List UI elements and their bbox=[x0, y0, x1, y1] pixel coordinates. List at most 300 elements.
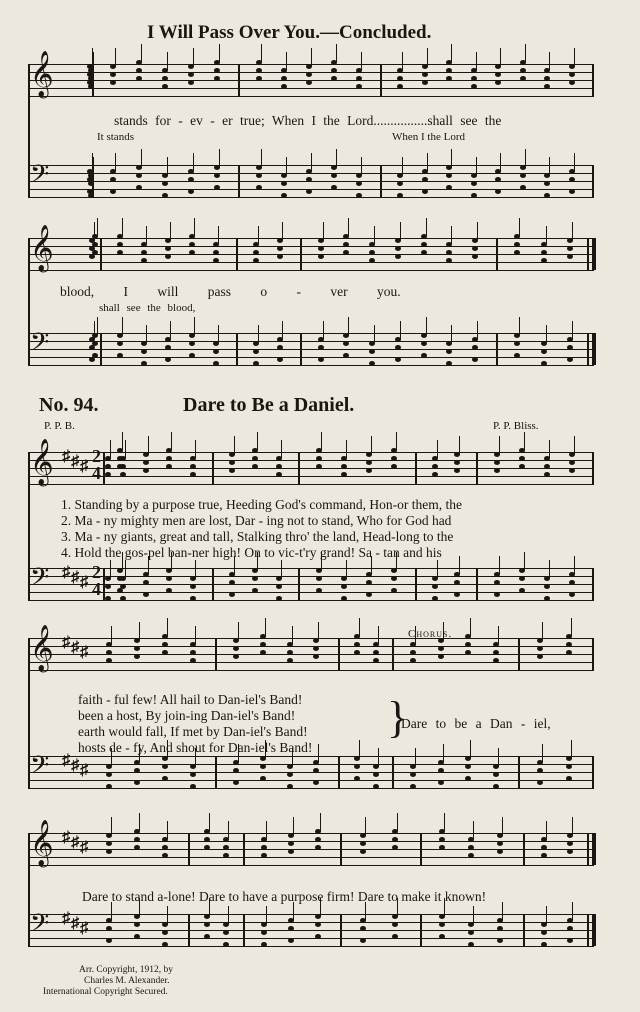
note-head bbox=[392, 845, 398, 850]
note-stem bbox=[371, 436, 372, 454]
note-stem bbox=[549, 157, 550, 175]
note-head bbox=[276, 584, 282, 589]
note-head bbox=[106, 849, 112, 854]
staff-line bbox=[28, 568, 594, 569]
verse-line-1: 1. Standing by a purpose true, Heeding God's command, Hon-or them, the bbox=[61, 497, 462, 512]
note-head bbox=[229, 460, 235, 465]
note-head bbox=[395, 246, 401, 251]
bar-line bbox=[215, 638, 217, 670]
verse-line-3: 3. Ma - ny giants, great and tall, Stalking thro' the land, Head-long to the bbox=[61, 529, 454, 544]
note-stem bbox=[323, 321, 324, 339]
note-head bbox=[537, 646, 543, 651]
note-head bbox=[331, 173, 337, 178]
note-stem bbox=[574, 153, 575, 171]
note-stem bbox=[378, 626, 379, 644]
note-stem bbox=[549, 52, 550, 70]
bar-line bbox=[243, 833, 245, 865]
note-stem bbox=[257, 432, 258, 450]
note-head bbox=[188, 189, 194, 194]
staff-line bbox=[28, 662, 594, 663]
note-head bbox=[256, 76, 262, 81]
note-stem bbox=[122, 218, 123, 236]
note-head bbox=[494, 580, 500, 585]
note-stem bbox=[336, 149, 337, 167]
note-head bbox=[190, 584, 196, 589]
note-stem bbox=[318, 744, 319, 762]
note-head bbox=[117, 341, 123, 346]
note-stem bbox=[195, 440, 196, 458]
note-stem bbox=[426, 317, 427, 335]
note-head bbox=[190, 784, 196, 789]
lyrics-system-1: stands for - ev - er true; When I the Lord................shall see the bbox=[114, 113, 502, 128]
note-head bbox=[105, 464, 111, 469]
note-head bbox=[110, 80, 116, 85]
note-head bbox=[395, 345, 401, 350]
note-head bbox=[446, 349, 452, 354]
hymn-number: No. 94. bbox=[39, 394, 99, 416]
sharp-sign: ♯ bbox=[62, 829, 70, 846]
note-head bbox=[366, 592, 372, 597]
note-head bbox=[439, 934, 445, 939]
note-head bbox=[287, 784, 293, 789]
note-head bbox=[421, 341, 427, 346]
note-stem bbox=[396, 432, 397, 450]
note-stem bbox=[281, 440, 282, 458]
note-stem bbox=[549, 560, 550, 578]
note-head bbox=[188, 177, 194, 182]
note-head bbox=[471, 181, 477, 186]
note-stem bbox=[219, 44, 220, 62]
note-head bbox=[162, 930, 168, 935]
note-stem bbox=[93, 52, 94, 70]
note-head bbox=[541, 853, 547, 858]
note-head bbox=[519, 464, 525, 469]
bar-line bbox=[212, 452, 214, 484]
note-stem bbox=[282, 222, 283, 240]
note-stem bbox=[546, 325, 547, 343]
staff-line bbox=[28, 452, 594, 453]
note-head bbox=[360, 938, 366, 943]
note-head bbox=[316, 588, 322, 593]
note-stem bbox=[258, 325, 259, 343]
note-stem bbox=[110, 560, 111, 578]
bar-line bbox=[392, 638, 394, 670]
note-stem bbox=[167, 157, 168, 175]
note-stem bbox=[571, 740, 572, 758]
note-head bbox=[373, 650, 379, 655]
note-head bbox=[343, 341, 349, 346]
bar-line bbox=[592, 568, 594, 600]
note-head bbox=[395, 254, 401, 259]
note-head bbox=[92, 353, 98, 358]
note-head bbox=[190, 472, 196, 477]
bass-clef: 𝄢 bbox=[30, 161, 50, 194]
final-bar-line bbox=[587, 238, 589, 270]
note-stem bbox=[499, 556, 500, 574]
staff-line bbox=[28, 914, 594, 915]
note-stem bbox=[519, 218, 520, 236]
note-stem bbox=[311, 48, 312, 66]
note-head bbox=[438, 780, 444, 785]
note-head bbox=[233, 646, 239, 651]
note-head bbox=[306, 80, 312, 85]
note-stem bbox=[141, 149, 142, 167]
note-head bbox=[252, 576, 258, 581]
note-head bbox=[520, 173, 526, 178]
note-head bbox=[519, 588, 525, 593]
note-stem bbox=[437, 440, 438, 458]
note-head bbox=[569, 460, 575, 465]
note-head bbox=[162, 650, 168, 655]
note-head bbox=[472, 246, 478, 251]
note-stem bbox=[336, 44, 337, 62]
system-brace bbox=[28, 452, 30, 600]
note-head bbox=[288, 938, 294, 943]
note-head bbox=[341, 596, 347, 601]
note-stem bbox=[170, 321, 171, 339]
note-stem bbox=[148, 436, 149, 454]
note-head bbox=[421, 242, 427, 247]
note-stem bbox=[258, 226, 259, 244]
note-stem bbox=[286, 157, 287, 175]
note-head bbox=[360, 849, 366, 854]
staff-line bbox=[28, 930, 594, 931]
note-stem bbox=[502, 817, 503, 835]
note-head bbox=[567, 254, 573, 259]
note-head bbox=[313, 780, 319, 785]
staff-line bbox=[28, 772, 594, 773]
note-head bbox=[277, 254, 283, 259]
note-head bbox=[454, 468, 460, 473]
bar-line bbox=[238, 64, 240, 96]
note-head bbox=[497, 841, 503, 846]
note-stem bbox=[400, 222, 401, 240]
note-head bbox=[276, 596, 282, 601]
note-head bbox=[87, 189, 93, 194]
note-head bbox=[134, 922, 140, 927]
final-bar-line bbox=[587, 914, 589, 946]
note-head bbox=[354, 642, 360, 647]
note-head bbox=[446, 173, 452, 178]
note-stem bbox=[228, 906, 229, 924]
note-head bbox=[204, 845, 210, 850]
verse-brace: } bbox=[387, 693, 409, 742]
note-head bbox=[410, 772, 416, 777]
note-head bbox=[190, 650, 196, 655]
staff-line bbox=[28, 468, 594, 469]
note-head bbox=[260, 776, 266, 781]
bar-line bbox=[592, 756, 594, 788]
note-head bbox=[214, 68, 220, 73]
bar-line bbox=[243, 914, 245, 946]
copyright-line-1: Arr. Copyright, 1912, by bbox=[79, 965, 173, 975]
note-head bbox=[287, 658, 293, 663]
note-head bbox=[120, 584, 126, 589]
note-stem bbox=[321, 432, 322, 450]
note-stem bbox=[571, 618, 572, 636]
note-stem bbox=[238, 622, 239, 640]
note-stem bbox=[193, 48, 194, 66]
note-head bbox=[392, 934, 398, 939]
note-head bbox=[422, 189, 428, 194]
note-head bbox=[233, 768, 239, 773]
note-head bbox=[110, 72, 116, 77]
note-head bbox=[438, 654, 444, 659]
note-head bbox=[432, 584, 438, 589]
note-head bbox=[438, 646, 444, 651]
note-stem bbox=[320, 813, 321, 831]
note-head bbox=[439, 922, 445, 927]
bar-line bbox=[188, 914, 190, 946]
note-stem bbox=[361, 52, 362, 70]
note-head bbox=[162, 776, 168, 781]
chorus-label: Chorus. bbox=[408, 628, 453, 640]
note-head bbox=[544, 472, 550, 477]
note-head bbox=[472, 345, 478, 350]
note-stem bbox=[502, 902, 503, 920]
sharp-sign: ♯ bbox=[71, 915, 79, 932]
staff-line bbox=[28, 780, 594, 781]
bar-line bbox=[592, 64, 594, 96]
final-bar-line bbox=[587, 833, 589, 865]
note-head bbox=[493, 772, 499, 777]
note-head bbox=[569, 72, 575, 77]
bar-line bbox=[100, 238, 102, 270]
note-head bbox=[316, 456, 322, 461]
note-head bbox=[166, 576, 172, 581]
lyrics-bass-2: shall see the blood, bbox=[99, 302, 196, 314]
note-stem bbox=[359, 618, 360, 636]
note-stem bbox=[549, 440, 550, 458]
note-stem bbox=[218, 226, 219, 244]
note-head bbox=[256, 173, 262, 178]
note-head bbox=[318, 345, 324, 350]
note-head bbox=[566, 764, 572, 769]
staff-line bbox=[28, 646, 594, 647]
note-head bbox=[566, 650, 572, 655]
note-head bbox=[537, 654, 543, 659]
system-brace bbox=[28, 64, 30, 197]
note-head bbox=[468, 942, 474, 947]
note-stem bbox=[402, 157, 403, 175]
note-stem bbox=[292, 626, 293, 644]
note-head bbox=[106, 841, 112, 846]
note-head bbox=[92, 250, 98, 255]
note-head bbox=[105, 596, 111, 601]
note-head bbox=[281, 84, 287, 89]
note-stem bbox=[473, 821, 474, 839]
note-head bbox=[354, 764, 360, 769]
note-head bbox=[229, 468, 235, 473]
note-stem bbox=[415, 748, 416, 766]
note-head bbox=[495, 72, 501, 77]
note-stem bbox=[476, 52, 477, 70]
bar-line bbox=[338, 756, 340, 788]
bar-line bbox=[518, 756, 520, 788]
bar-line bbox=[420, 914, 422, 946]
note-stem bbox=[476, 157, 477, 175]
staff-line bbox=[28, 96, 594, 97]
note-stem bbox=[574, 556, 575, 574]
note-stem bbox=[542, 622, 543, 640]
note-stem bbox=[572, 321, 573, 339]
staff-line bbox=[28, 638, 594, 639]
note-head bbox=[567, 841, 573, 846]
note-stem bbox=[209, 813, 210, 831]
note-head bbox=[514, 250, 520, 255]
note-stem bbox=[451, 226, 452, 244]
note-stem bbox=[542, 744, 543, 762]
note-head bbox=[110, 177, 116, 182]
note-stem bbox=[111, 817, 112, 835]
sharp-sign: ♯ bbox=[71, 639, 79, 656]
note-head bbox=[341, 464, 347, 469]
note-head bbox=[136, 76, 142, 81]
note-head bbox=[189, 341, 195, 346]
bar-line bbox=[476, 568, 478, 600]
note-stem bbox=[470, 618, 471, 636]
note-head bbox=[544, 596, 550, 601]
staff-line bbox=[28, 88, 594, 89]
note-stem bbox=[146, 226, 147, 244]
time-signature: 2 4 bbox=[92, 446, 101, 483]
note-head bbox=[392, 837, 398, 842]
bar-line bbox=[592, 165, 594, 197]
staff-line bbox=[28, 938, 594, 939]
sharp-sign: ♯ bbox=[71, 834, 79, 851]
note-head bbox=[214, 173, 220, 178]
note-head bbox=[471, 193, 477, 198]
staff-line bbox=[28, 270, 594, 271]
sharp-sign: ♯ bbox=[80, 839, 88, 856]
lyrics-bass-1b: When I the Lord bbox=[392, 131, 465, 143]
note-head bbox=[190, 658, 196, 663]
note-head bbox=[204, 837, 210, 842]
note-head bbox=[373, 784, 379, 789]
staff-line bbox=[28, 592, 594, 593]
sharp-sign: ♯ bbox=[80, 762, 88, 779]
note-stem bbox=[266, 821, 267, 839]
note-stem bbox=[498, 748, 499, 766]
note-stem bbox=[546, 226, 547, 244]
note-head bbox=[260, 650, 266, 655]
note-head bbox=[281, 181, 287, 186]
note-head bbox=[260, 642, 266, 647]
note-stem bbox=[572, 902, 573, 920]
sharp-sign: ♯ bbox=[62, 752, 70, 769]
note-stem bbox=[374, 226, 375, 244]
treble-clef: 𝄞 bbox=[30, 439, 54, 484]
note-head bbox=[316, 576, 322, 581]
note-head bbox=[165, 254, 171, 259]
note-head bbox=[520, 68, 526, 73]
note-head bbox=[87, 80, 93, 85]
music-credit: P. P. Bliss. bbox=[493, 420, 539, 432]
note-head bbox=[190, 464, 196, 469]
note-head bbox=[439, 845, 445, 850]
note-head bbox=[468, 845, 474, 850]
note-head bbox=[87, 177, 93, 182]
note-head bbox=[514, 341, 520, 346]
bar-line bbox=[188, 833, 190, 865]
verse-line-4: 4. Hold the gos-pel ban-ner high! On to vic-t'ry grand! Sa - tan and his bbox=[61, 545, 442, 560]
note-stem bbox=[228, 821, 229, 839]
bar-line bbox=[340, 833, 342, 865]
note-head bbox=[454, 592, 460, 597]
note-head bbox=[541, 349, 547, 354]
time-signature: 2 4 bbox=[92, 562, 101, 599]
note-head bbox=[468, 853, 474, 858]
staff-line bbox=[28, 246, 594, 247]
note-head bbox=[395, 357, 401, 362]
staff-line bbox=[28, 576, 594, 577]
note-head bbox=[165, 357, 171, 362]
note-stem bbox=[473, 906, 474, 924]
note-stem bbox=[139, 813, 140, 831]
note-stem bbox=[167, 618, 168, 636]
note-stem bbox=[93, 157, 94, 175]
note-head bbox=[165, 246, 171, 251]
bar-line bbox=[298, 452, 300, 484]
note-head bbox=[567, 938, 573, 943]
note-stem bbox=[195, 626, 196, 644]
chorus-line-2: Dare to stand a-lone! Dare to have a purpose firm! Dare to make it known! bbox=[82, 889, 487, 904]
treble-clef: 𝄞 bbox=[30, 225, 54, 270]
note-stem bbox=[348, 317, 349, 335]
note-head bbox=[105, 584, 111, 589]
note-stem bbox=[451, 149, 452, 167]
staff-line bbox=[28, 476, 594, 477]
note-head bbox=[569, 177, 575, 182]
note-stem bbox=[451, 44, 452, 62]
note-head bbox=[190, 772, 196, 777]
verse-cont-4: hosts de - fy, And shout for Dan-iel's Band! bbox=[78, 740, 313, 755]
bar-line bbox=[496, 238, 498, 270]
note-head bbox=[497, 926, 503, 931]
note-stem bbox=[167, 906, 168, 924]
note-head bbox=[120, 596, 126, 601]
final-bar-line bbox=[592, 914, 596, 946]
bar-line bbox=[215, 756, 217, 788]
note-head bbox=[162, 764, 168, 769]
sharp-sign: ♯ bbox=[71, 453, 79, 470]
note-stem bbox=[525, 149, 526, 167]
note-head bbox=[421, 250, 427, 255]
note-head bbox=[256, 68, 262, 73]
note-head bbox=[354, 650, 360, 655]
lyrics-bass-1a: It stands bbox=[97, 131, 134, 143]
note-stem bbox=[167, 52, 168, 70]
bass-clef: 𝄢 bbox=[30, 910, 50, 943]
note-stem bbox=[427, 48, 428, 66]
note-stem bbox=[115, 48, 116, 66]
note-head bbox=[87, 72, 93, 77]
note-stem bbox=[141, 44, 142, 62]
note-head bbox=[306, 189, 312, 194]
note-head bbox=[544, 181, 550, 186]
note-head bbox=[316, 464, 322, 469]
staff-line bbox=[28, 654, 594, 655]
note-head bbox=[544, 464, 550, 469]
note-head bbox=[392, 922, 398, 927]
note-head bbox=[233, 780, 239, 785]
staff-line bbox=[28, 460, 594, 461]
note-head bbox=[537, 768, 543, 773]
note-stem bbox=[193, 153, 194, 171]
bar-line bbox=[100, 333, 102, 365]
note-head bbox=[276, 472, 282, 477]
staff-line bbox=[28, 922, 594, 923]
